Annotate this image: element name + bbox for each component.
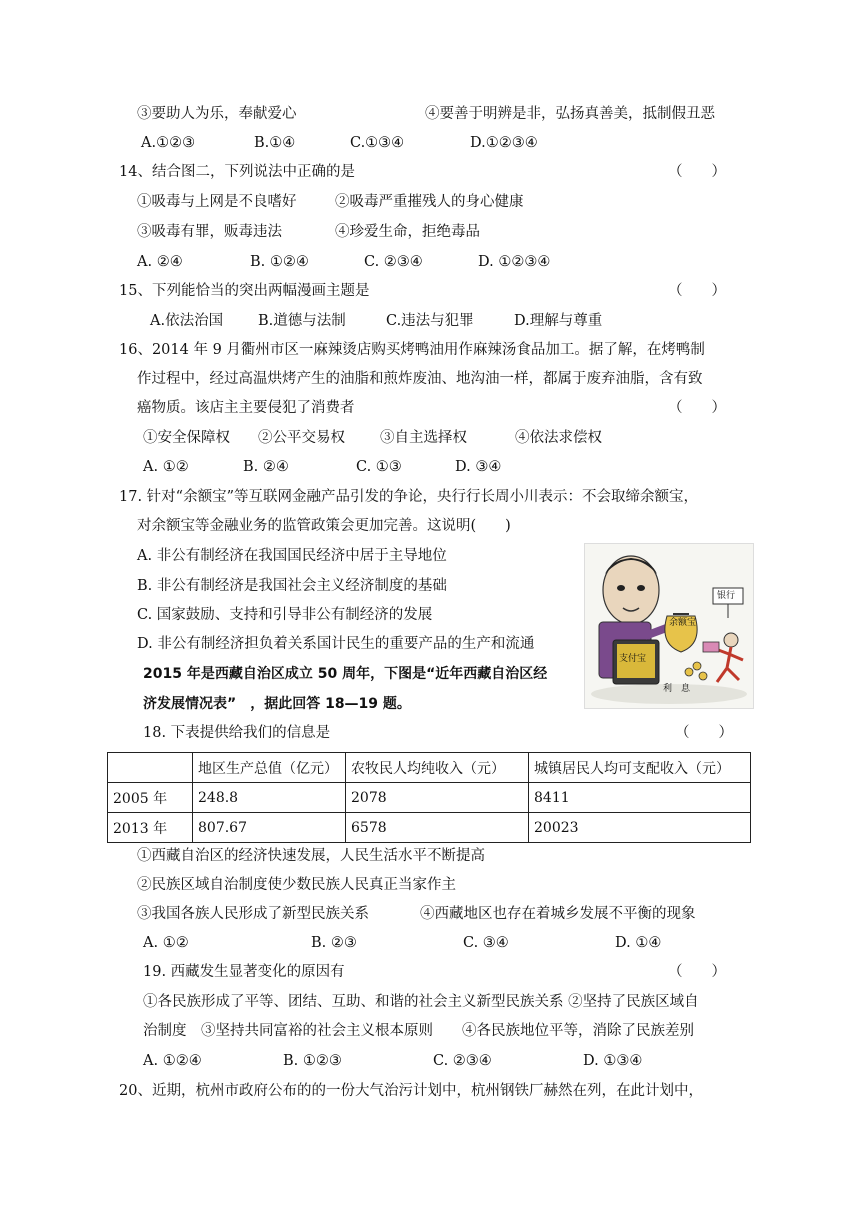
q16-item-1: ①安全保障权 xyxy=(143,430,230,446)
q18-item-2: ②民族区域自治制度使少数民族人民真正当家作主 xyxy=(137,877,456,893)
tibet-intro-line-1: 2015 年是西藏自治区成立 50 周年，下图是“近年西藏自治区经 xyxy=(143,666,548,682)
q15-choice-d: D.理解与尊重 xyxy=(514,313,603,329)
q18-choice-b: B. ②③ xyxy=(311,935,357,951)
q19-choice-a: A. ①②④ xyxy=(143,1053,202,1069)
q15-choice-c: C.违法与犯罪 xyxy=(386,313,474,329)
q16-choice-a: A. ①② xyxy=(143,459,189,475)
table-header-cell xyxy=(108,753,193,783)
q16-item-3: ③自主选择权 xyxy=(380,430,467,446)
q16-stem-line-3: 癌物质。该店主主要侵犯了消费者 xyxy=(137,400,355,416)
q16-item-2: ②公平交易权 xyxy=(258,430,345,446)
table-cell: 2013 年 xyxy=(108,813,193,843)
q18-item-3: ③我国各族人民形成了新型民族关系 xyxy=(137,906,369,922)
q19-options-line-1: ①各民族形成了平等、团结、互助、和谐的社会主义新型民族关系 ②坚持了民族区域自 xyxy=(143,994,699,1010)
q13-choice-a: A.①②③ xyxy=(141,135,196,151)
q16-answer-bracket: （ ） xyxy=(668,400,726,416)
table-cell: 807.67 xyxy=(193,813,346,843)
q18-answer-bracket: （ ） xyxy=(675,725,733,741)
q18-choice-d: D. ①④ xyxy=(615,935,662,951)
table-cell: 8411 xyxy=(529,783,751,813)
q18-item-1: ①西藏自治区的经济快速发展，人民生活水平不断提高 xyxy=(137,848,485,864)
tibet-economy-table xyxy=(107,752,751,843)
cartoon-label-interest: 利 息 xyxy=(663,684,691,694)
q15-choice-a: A.依法治国 xyxy=(150,313,224,329)
q13-choice-b: B.①④ xyxy=(254,135,296,151)
table-row xyxy=(108,813,751,843)
q17-choice-c: C. 国家鼓励、支持和引导非公有制经济的发展 xyxy=(137,607,433,623)
q16-choice-d: D. ③④ xyxy=(455,459,502,475)
table-cell: 6578 xyxy=(346,813,529,843)
q17-choice-a: A. 非公有制经济在我国国民经济中居于主导地位 xyxy=(137,548,447,564)
cartoon-label-bank: 银行 xyxy=(717,591,736,601)
q19-choice-d: D. ①③④ xyxy=(583,1053,643,1069)
q19-choice-b: B. ①②③ xyxy=(283,1053,342,1069)
q17-choice-d: D. 非公有制经济担负着关系国计民生的重要产品的生产和流通 xyxy=(137,636,535,652)
table-header-row xyxy=(108,753,751,783)
q16-choice-b: B. ②④ xyxy=(243,459,289,475)
table-cell: 20023 xyxy=(529,813,751,843)
q18-stem: 18. 下表提供给我们的信息是 xyxy=(143,725,331,741)
q14-answer-bracket: （ ） xyxy=(668,164,726,180)
q18-choice-a: A. ①② xyxy=(143,935,189,951)
table-header-cell: 农牧民人均纯收入（元） xyxy=(346,753,529,783)
q14-choice-c: C. ②③④ xyxy=(364,254,423,270)
q19-stem: 19. 西藏发生显著变化的原因有 xyxy=(143,964,345,980)
q13-option-4: ④要善于明辨是非，弘扬真善美，抵制假丑恶 xyxy=(425,106,715,122)
table-cell: 2005 年 xyxy=(108,783,193,813)
q15-stem: 15、下列能恰当的突出两幅漫画主题是 xyxy=(119,283,370,299)
q20-stem: 20、近期，杭州市政府公布的的一份大气治污计划中，杭州钢铁厂赫然在列，在此计划中， xyxy=(119,1083,703,1099)
q18-choice-c: C. ③④ xyxy=(463,935,509,951)
q13-option-3: ③要助人为乐，奉献爱心 xyxy=(137,106,297,122)
q16-stem-line-2: 作过程中，经过高温烘烤产生的油脂和煎炸废油、地沟油一样，都属于废弃油脂，含有致 xyxy=(137,371,703,387)
q13-choice-d: D.①②③④ xyxy=(470,135,538,151)
q19-options-line-2: 治制度 ③坚持共同富裕的社会主义根本原则 ④各民族地位平等，消除了民族差别 xyxy=(143,1023,694,1039)
q18-item-4: ④西藏地区也存在着城乡发展不平衡的现象 xyxy=(420,906,696,922)
cartoon-label-zhifubao: 支付宝 xyxy=(619,654,647,664)
q17-choice-b: B. 非公有制经济是我国社会主义经济制度的基础 xyxy=(137,578,447,594)
table-header-cell: 城镇居民人均可支配收入（元） xyxy=(529,753,751,783)
q14-item-1: ①吸毒与上网是不良嗜好 xyxy=(137,194,297,210)
q16-item-4: ④依法求偿权 xyxy=(515,430,602,446)
q19-answer-bracket: （ ） xyxy=(668,964,726,980)
q17-stem-line-2: 对余额宝等金融业务的监管政策会更加完善。这说明( ) xyxy=(137,518,511,534)
q14-item-2: ②吸毒严重摧残人的身心健康 xyxy=(335,194,524,210)
q15-answer-bracket: （ ） xyxy=(668,283,726,299)
q14-stem: 14、结合图二，下列说法中正确的是 xyxy=(119,164,355,180)
q15-choice-b: B.道德与法制 xyxy=(258,313,346,329)
q14-choice-d: D. ①②③④ xyxy=(478,254,551,270)
q19-choice-c: C. ②③④ xyxy=(433,1053,492,1069)
q14-item-4: ④珍爱生命，拒绝毒品 xyxy=(335,224,480,240)
q16-stem-line-1: 16、2014 年 9 月衢州市区一麻辣烫店购买烤鸭油用作麻辣汤食品加工。据了解，在烤鸭制 xyxy=(119,342,705,358)
q14-choice-a: A. ②④ xyxy=(137,254,183,270)
table-cell: 248.8 xyxy=(193,783,346,813)
yuebao-cartoon-image xyxy=(584,543,754,709)
q17-stem-line-1: 17. 针对“余额宝”等互联网金融产品引发的争论，央行行长周小川表示：不会取缔余额宝， xyxy=(119,489,698,505)
tibet-intro-line-2: 济发展情况表” ，据此回答 18—19 题。 xyxy=(143,696,411,712)
cartoon-label-yuebao: 余额宝 xyxy=(669,618,697,628)
table-row xyxy=(108,783,751,813)
q13-choice-c: C.①③④ xyxy=(350,135,405,151)
table-cell: 2078 xyxy=(346,783,529,813)
q14-choice-b: B. ①②④ xyxy=(250,254,309,270)
q16-choice-c: C. ①③ xyxy=(356,459,402,475)
q14-item-3: ③吸毒有罪，贩毒违法 xyxy=(137,224,282,240)
table-header-cell: 地区生产总值（亿元） xyxy=(193,753,346,783)
